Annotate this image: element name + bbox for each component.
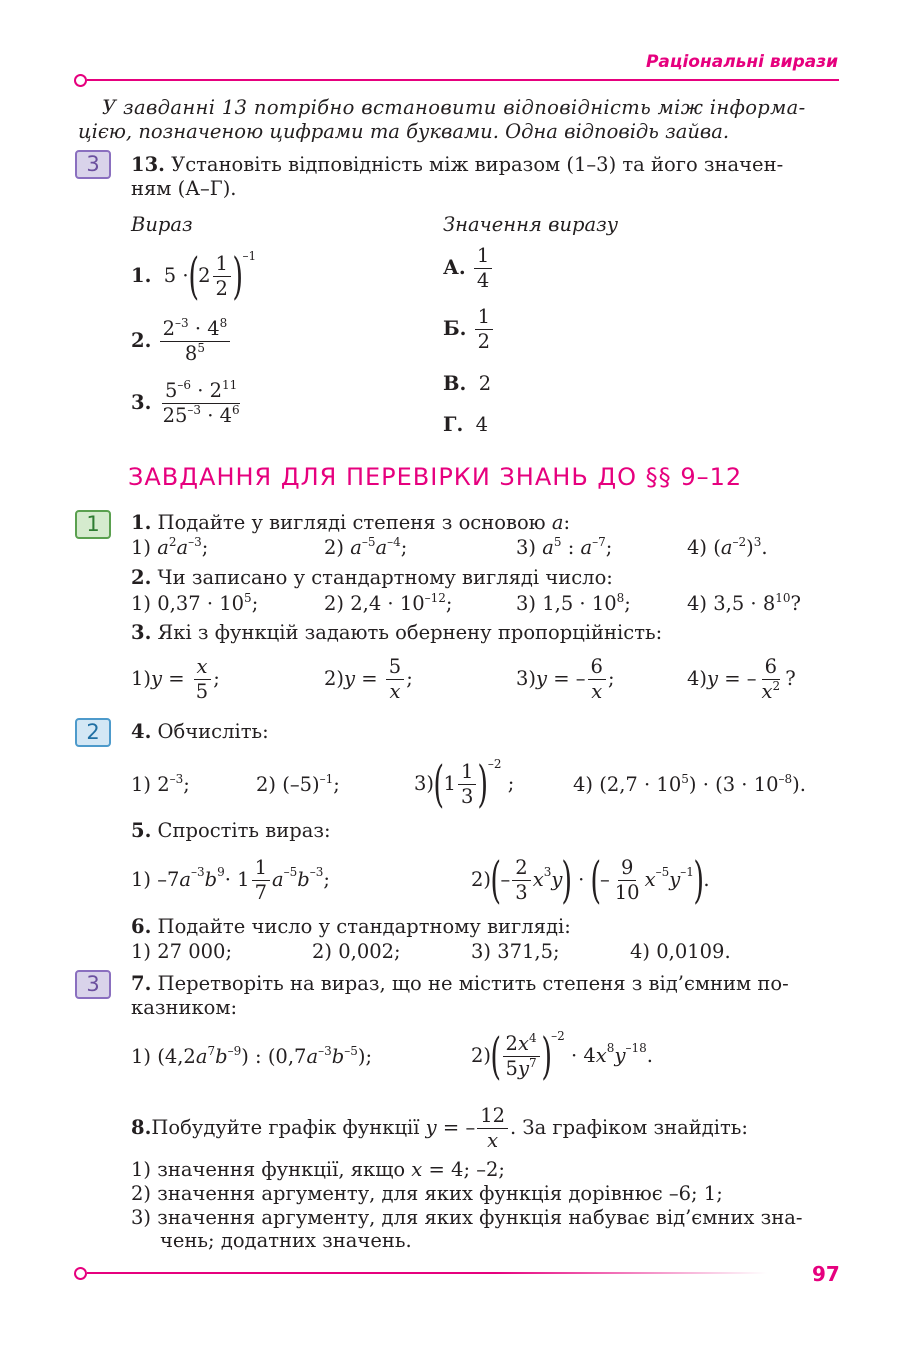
question-6: 6. Подайте число у стандартному вигляді: (131, 915, 571, 938)
level-badge-3: 3 (75, 150, 111, 179)
question-5: 5. Спростіть вираз: (131, 819, 331, 842)
level-badge-2: 2 (75, 718, 111, 747)
level-badge-3-second: 3 (75, 970, 111, 999)
q8-item-3: 3) значення аргументу, для яких функція набуває від’ємних зна- (131, 1206, 803, 1229)
intro-line-1: У завданні 13 потрібно встановити відповідність між інформа- (102, 96, 806, 119)
col-header-value: Значення виразу (443, 213, 619, 236)
value-b: Б. $\frac{1}{2}$ (443, 303, 495, 355)
q8-item-3-cont: чень; додатних значень. (160, 1229, 412, 1252)
value-a: А. $\frac{1}{4}$ (443, 242, 494, 294)
expression-3: 3. $\frac{5^{-6} \cdot 2^{11}}{25^{-3} \cdot 4^6}$ (131, 377, 240, 427)
header-rule (87, 79, 839, 81)
running-title: Раціональні вирази (645, 52, 838, 72)
question-4: 4. Обчисліть: (131, 720, 269, 743)
question-3: 3. Які з функцій задають обернену пропорційність: (131, 621, 663, 644)
section-title: ЗАВДАННЯ ДЛЯ ПЕРЕВІРКИ ЗНАНЬ ДО §§ 9–12 (128, 463, 743, 491)
q8-item-2: 2) значення аргументу, для яких функція дорівнює –6; 1; (131, 1182, 723, 1205)
footer-rule-dot (74, 1267, 87, 1280)
question-2: 2. Чи записано у стандартному вигляді число: (131, 566, 613, 589)
task-13-line-1 (131, 153, 783, 177)
q4-answers: 1) $2^{-3}$; 2) $(-5)^{-1}$; 3) ( 1 $\frac{1}{3}$ ) $^{-2}$ ; 4) $(2,7 \cdot 10^5) \cdot (3 \cdot 10^{-8})$. (131, 755, 806, 813)
footer-rule (87, 1272, 767, 1274)
value-v: В. 2 (443, 372, 492, 395)
expression-2: 2. $\frac{2^{-3} \cdot 4^8}{8^5}$ (131, 313, 232, 369)
value-g: Г. 4 (443, 413, 489, 436)
q8-item-1: 1) значення функції, якщо x = 4; –2; (131, 1158, 505, 1181)
question-7-line-1: 7. Перетворіть на вираз, що не містить степеня з від’ємним по- (131, 972, 789, 995)
q5-answers: 1) –7 a $^{-3}$ b $^9$ · 1 $\frac{1}{7}$ a $^{-5}$ b $^{-3}$ ; 2) ( – $\frac{2}{3}$ x $^3$ y ) · ( – $\frac{9}{10}$ x $^{-5}$ y $^{-1}$ ) . (131, 851, 710, 909)
page-number: 97 (812, 1262, 840, 1286)
q3-answers: 1) y = $\frac{x}{5}$ ; 2) y = $\frac{5}{x}$ ; 3) y = – $\frac{6}{x}$ ; 4) y = – $\frac{6}{x^2}$ ? (131, 654, 796, 703)
task-number: 13. (131, 153, 165, 176)
question-8: 8. Побудуйте графік функції y = – $\frac{12}{x}$ . За графіком знайдіть: (131, 1103, 748, 1152)
level-badge-1: 1 (75, 510, 111, 539)
task-text: Установіть відповідність між виразом (1–3) та його значен- (164, 153, 784, 176)
col-header-expression: Вираз (131, 213, 193, 236)
question-1: 1. Подайте у вигляді степеня з основою a: (131, 511, 571, 534)
intro-line-2: цією, позначеною цифрами та буквами. Одна відповідь зайва. (78, 120, 730, 143)
task-13-line-2: ням (А–Г). (131, 177, 237, 200)
question-7-line-2: казником: (131, 996, 238, 1019)
header-rule-dot (74, 74, 87, 87)
expression-1: 1. 5 · ( 2 $\frac{1}{2}$ ) $^{-1}$ (131, 247, 257, 305)
q7-answers: 1) $(4,2a^7b^{-9})$ : $(0,7a^{-3}b^{-5})$; 2) ( $\frac{2x^4}{5y^7}$ ) $^{-2}$ · 4 x $^8$ y $^{-18}$ . (131, 1027, 653, 1085)
